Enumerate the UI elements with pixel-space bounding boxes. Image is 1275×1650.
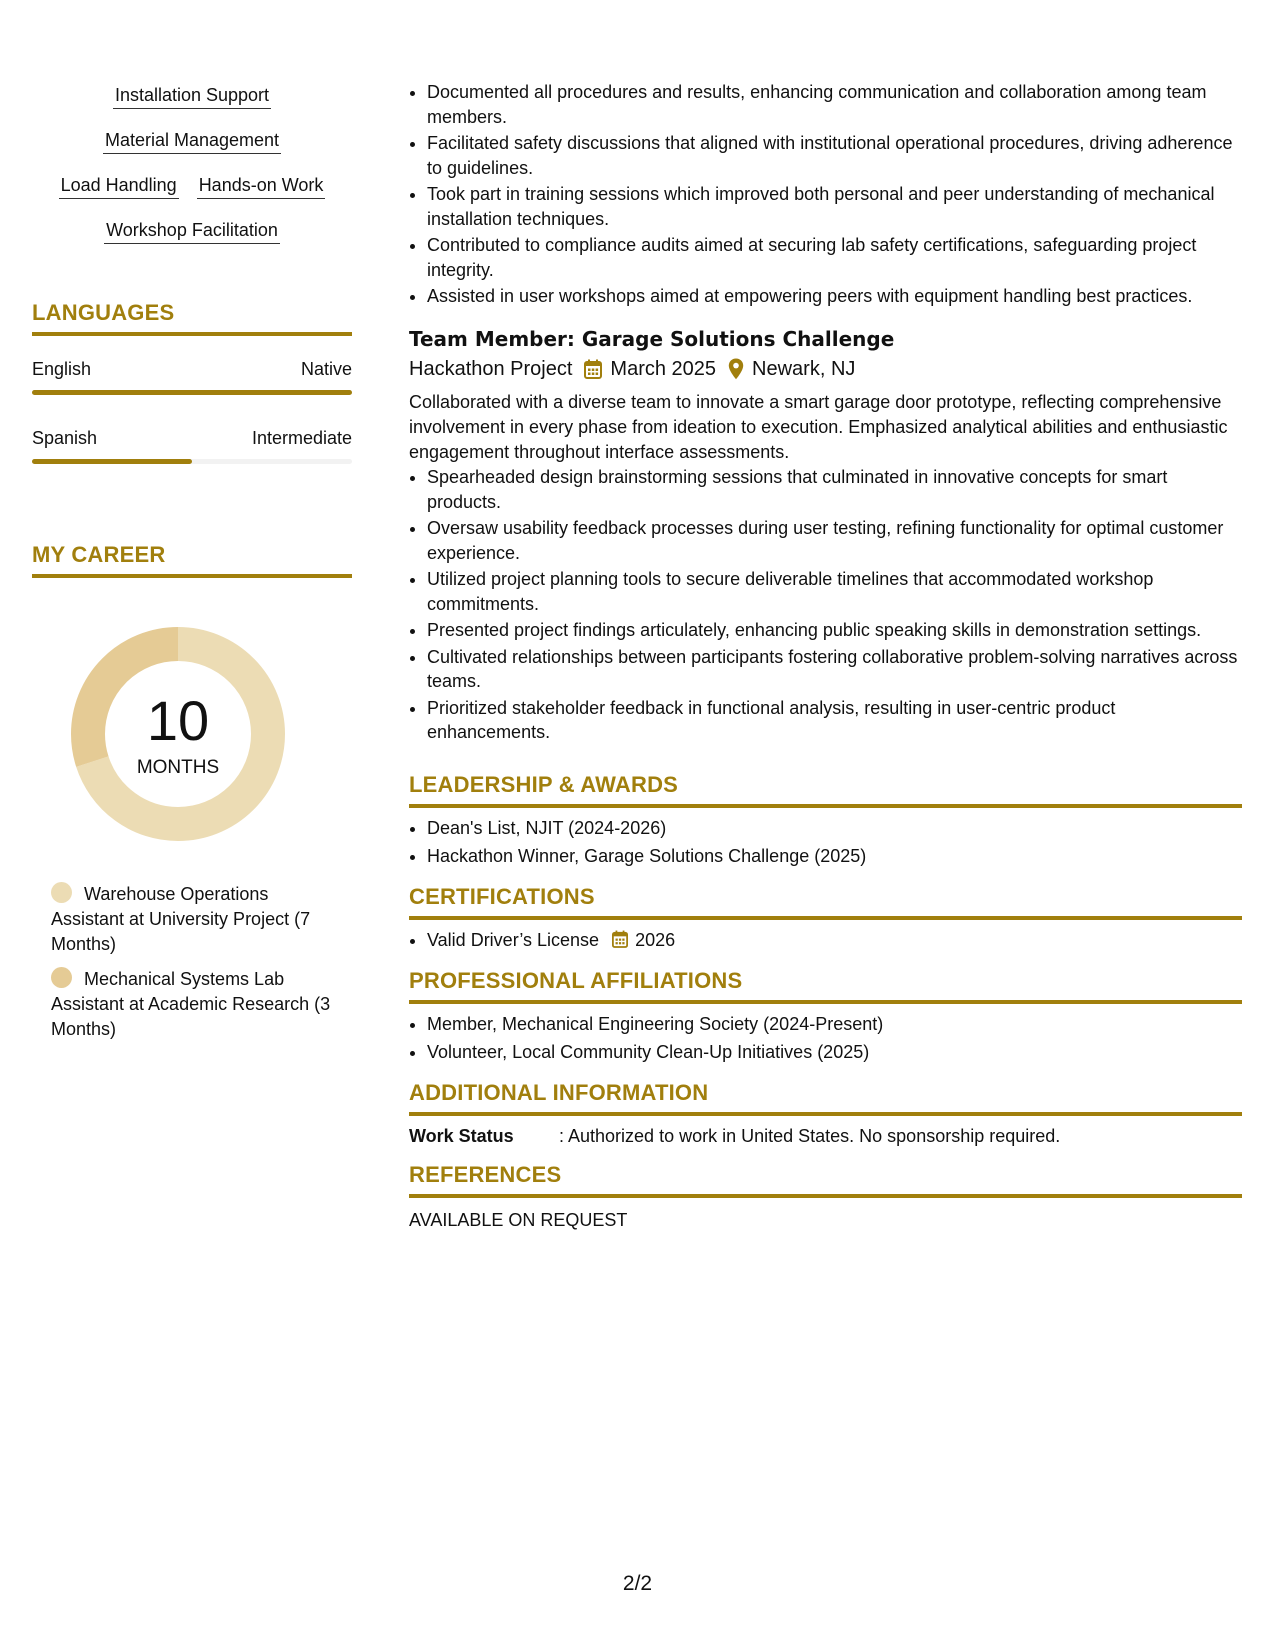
references-section [409, 1162, 1242, 1232]
entry-organization: Hackathon Project [409, 358, 573, 380]
entry-bullet: • Prioritized stakeholder feedback in functional analysis, resulting in user-centric product enhancements. [427, 696, 1242, 745]
experience-bullets [409, 80, 1242, 311]
skill-row [32, 84, 352, 129]
affiliations-section [409, 968, 1242, 1067]
affiliation-item: • Member, Mechanical Engineering Society (2024-Present) [427, 1012, 1242, 1037]
language-name: English [32, 359, 92, 379]
legend-dot [51, 882, 72, 903]
calendar-icon [584, 359, 602, 379]
affiliation-item: • Volunteer, Local Community Clean-Up Initiatives (2025) [427, 1040, 1242, 1065]
additional-info-section [409, 1080, 1242, 1148]
career-donut-chart [65, 621, 291, 847]
skills-list [32, 84, 352, 264]
affiliations-title: PROFESSIONAL AFFILIATIONS [409, 968, 1242, 1004]
leadership-title: LEADERSHIP & AWARDS [409, 772, 1242, 808]
skill-tag: Workshop Facilitation [104, 219, 280, 244]
certifications-title: CERTIFICATIONS [409, 884, 1242, 920]
entry-bullet: • Spearheaded design brainstorming sessions that culminated in innovative concepts for smart products. [427, 465, 1242, 514]
language-item [32, 358, 352, 395]
entry-date: March 2025 [610, 358, 717, 380]
skill-row [32, 174, 352, 219]
certification-item [427, 928, 1242, 953]
calendar-icon [612, 930, 628, 948]
entry-bullet: • Presented project findings articulately, enhancing public speaking skills in demonstration settings. [427, 618, 1242, 643]
skill-tag: Load Handling [59, 174, 179, 199]
experience-entry [409, 326, 1242, 747]
entry-title: Team Member: Garage Solutions Challenge [409, 327, 895, 351]
entry-location: Newark, NJ [752, 358, 856, 380]
entry-meta [409, 356, 1242, 382]
languages-section [32, 300, 352, 464]
skill-row [32, 219, 352, 264]
legend-item [51, 967, 336, 1042]
language-level: Native [300, 359, 352, 379]
career-legend [51, 882, 336, 1052]
languages-title: LANGUAGES [32, 300, 352, 336]
certification-name: Valid Driver’s License [427, 930, 600, 950]
career-section [32, 542, 352, 1039]
language-bar-fill [32, 459, 192, 464]
experience-bullet: • Assisted in user workshops aimed at empowering peers with equipment handling best practices. [427, 284, 1242, 309]
leadership-item: • Dean's List, NJIT (2024-2026) [427, 816, 1242, 841]
additional-info-title: ADDITIONAL INFORMATION [409, 1080, 1242, 1116]
work-status-row [409, 1124, 1242, 1148]
references-title: REFERENCES [409, 1162, 1242, 1198]
language-name: Spanish [32, 428, 98, 448]
work-status-value: : Authorized to work in United States. No sponsorship required. [559, 1126, 1061, 1146]
skill-tag: Material Management [103, 129, 281, 154]
certification-year: 2026 [635, 930, 676, 950]
language-bar-fill [32, 390, 352, 395]
language-level: Intermediate [251, 428, 352, 448]
career-total-number: 10 [146, 689, 210, 752]
work-status-label: Work Status [409, 1126, 514, 1146]
legend-dot [51, 967, 72, 988]
entry-bullet: • Cultivated relationships between participants fostering collaborative problem-solving narratives across teams. [427, 645, 1242, 694]
legend-label: Warehouse Operations Assistant at University Project (7 Months) [51, 884, 311, 954]
entry-bullet: • Oversaw usability feedback processes during user testing, refining functionality for optimal customer experience. [427, 516, 1242, 565]
language-bar [32, 459, 352, 464]
entry-description: Collaborated with a diverse team to innovate a smart garage door prototype, reflecting comprehensive involvement in every phase from ideation to execution. Emphasized analytical abilities and enthusiastic engagement throughout interface assessments. [409, 392, 1228, 462]
experience-bullet: • Contributed to compliance audits aimed at securing lab safety certifications, safeguarding project integrity. [427, 233, 1242, 282]
legend-item [51, 882, 336, 957]
skill-tag: Hands-on Work [197, 174, 326, 199]
legend-label: Mechanical Systems Lab Assistant at Academic Research (3 Months) [51, 969, 331, 1039]
experience-bullet: • Documented all procedures and results, enhancing communication and collaboration among team members. [427, 80, 1242, 129]
entry-bullets [409, 465, 1242, 745]
certifications-section [409, 884, 1242, 956]
location-pin-icon [728, 358, 744, 380]
skill-row [32, 129, 352, 174]
entry-bullet: • Utilized project planning tools to secure deliverable timelines that accommodated workshop commitments. [427, 567, 1242, 616]
experience-bullet: • Took part in training sessions which improved both personal and peer understanding of mechanical installation techniques. [427, 182, 1242, 231]
skill-tag: Installation Support [113, 84, 271, 109]
experience-bullet: • Facilitated safety discussions that aligned with institutional operational procedures, driving adherence to guidelines. [427, 131, 1242, 180]
language-item [32, 427, 352, 464]
language-bar [32, 390, 352, 395]
leadership-item: • Hackathon Winner, Garage Solutions Challenge (2025) [427, 844, 1242, 869]
career-total-unit: MONTHS [136, 757, 220, 778]
leadership-section [409, 772, 1242, 871]
career-title: MY CAREER [32, 542, 352, 578]
references-text: AVAILABLE ON REQUEST [409, 1210, 628, 1230]
page-number: 2/2 [622, 1572, 653, 1595]
